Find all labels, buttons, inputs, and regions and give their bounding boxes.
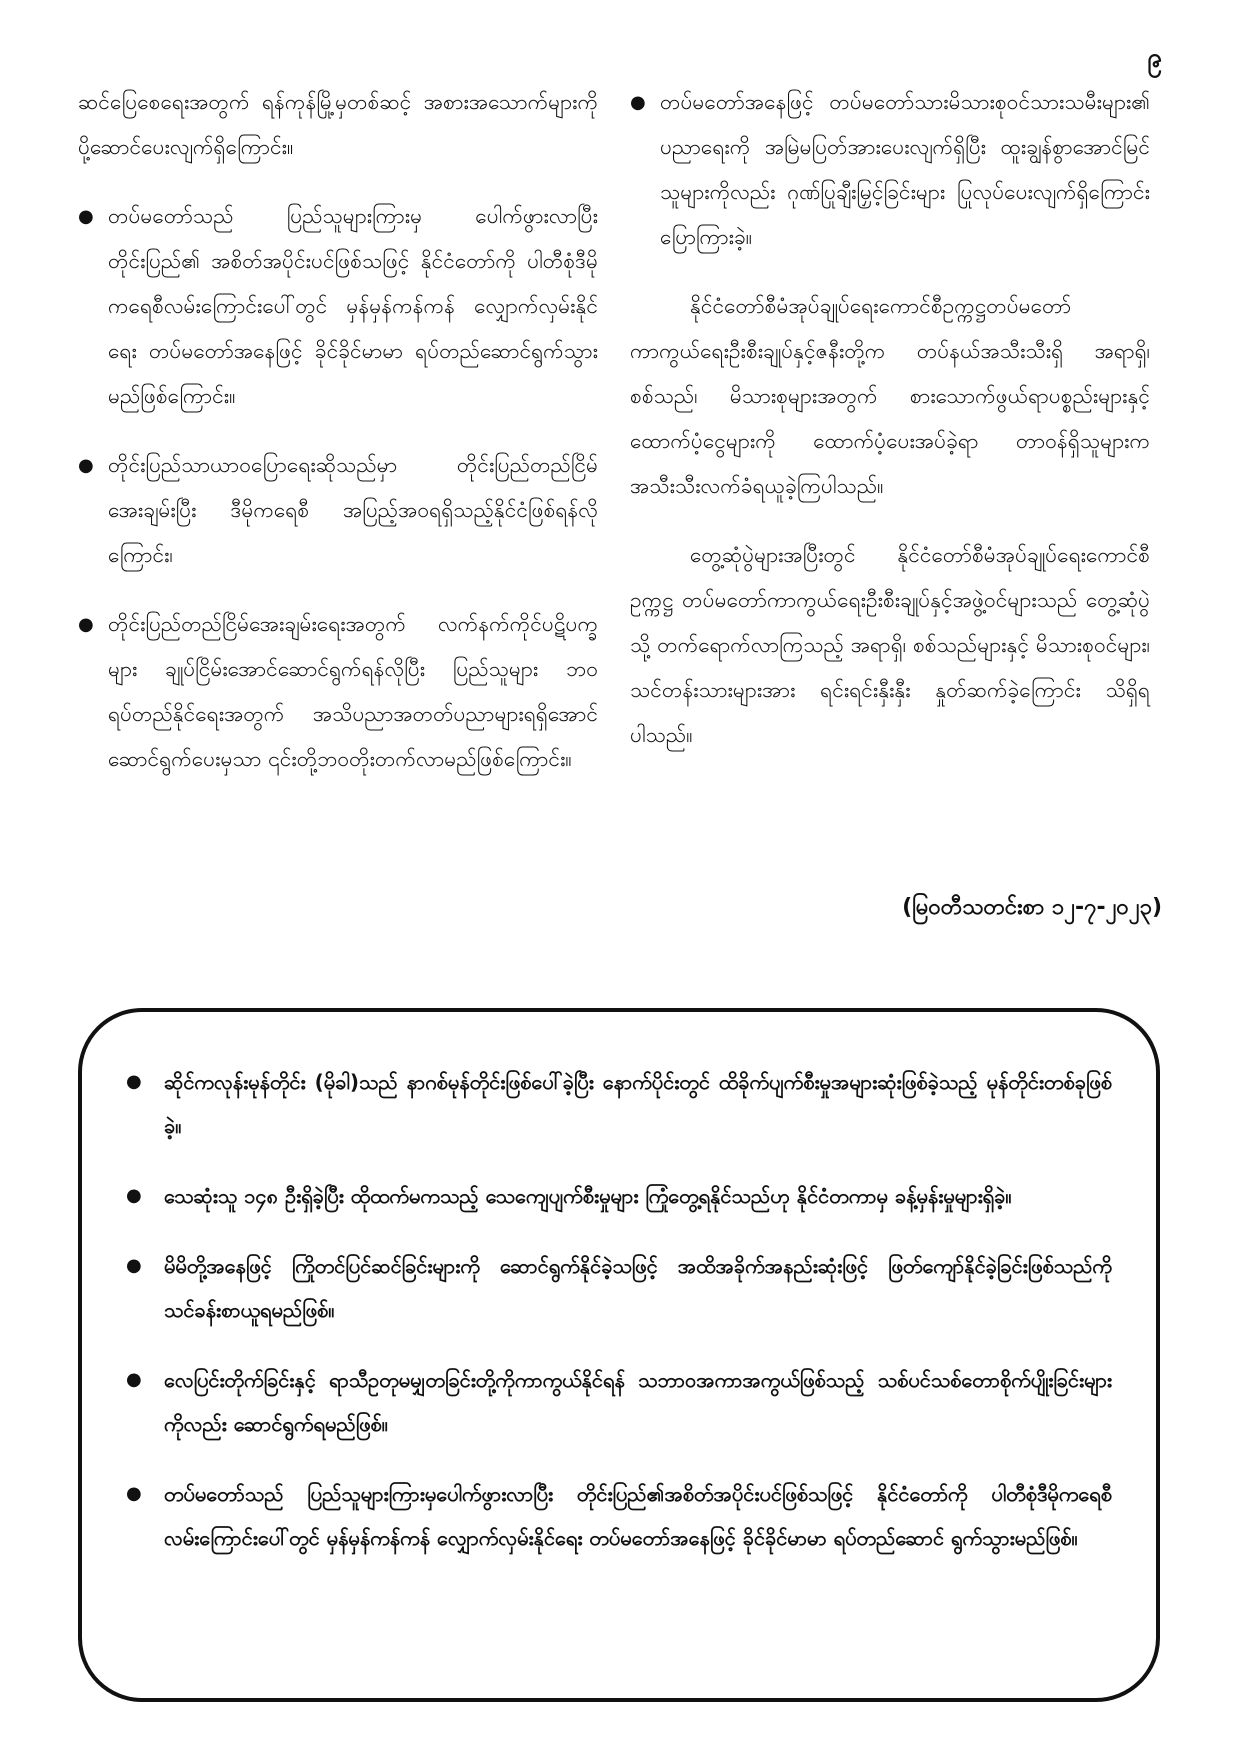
list-item (78, 194, 598, 419)
summary-item-text: လေပြင်းတိုက်ခြင်းနှင့် ရာသီဥတုမမျှတခြင်းတို့ကိုကာကွယ်နိုင်ရန် သဘာဝအကာအကွယ်ဖြစ်သည့် သစ်ပင်သစ်တောစိုက်ပျိုးခြင်းများကိုလည်း ဆောင်ရွက်ရမည်ဖြစ်။ (164, 1368, 1112, 1436)
page-number: ၉ (1147, 43, 1162, 73)
summary-item-text: တပ်မတော်သည် ပြည်သူများကြားမှပေါက်ဖွားလာပြီး တိုင်းပြည်၏အစိတ်အပိုင်းပင်ဖြစ်သဖြင့် နိုင်ငံတော်ကို ပါတီစုံဒီမိုကရေစီလမ်းကြောင်းပေါ်တွင် မှန်မှန်ကန်ကန် လျှောက်လှမ်းနိုင်ရေး တပ်မတော်အနေဖြင့် ခိုင်ခိုင်မာမာ ရပ်တည်ဆောင် ရွက်သွားမည်ဖြစ်။ (164, 1482, 1112, 1550)
bullet-icon: ● (630, 92, 646, 113)
body-paragraph: တွေ့ဆုံပွဲများအပြီးတွင် နိုင်ငံတော်စီမံအုပ်ချုပ်ရေးကောင်စီဥက္ကဋ္ဌ တပ်မတော်ကာကွယ်ရေးဦးစီးချုပ်နှင့်အဖွဲ့ဝင်များသည် တွေ့ဆုံပွဲသို့ တက်ရောက်လာကြသည့် အရာရှိ၊ စစ်သည်များနှင့် မိသားစုဝင်များ၊ သင်တန်းသားများအား ရင်းရင်းနှီးနှီး နှုတ်ဆက်ခဲ့ကြောင်း သိရှိရပါသည်။ (630, 543, 1150, 747)
list-item-text: တပ်မတော်သည် ပြည်သူများကြားမှ ပေါက်ဖွားလာပြီး တိုင်းပြည်၏ အစိတ်အပိုင်းပင်ဖြစ်သဖြင့် နိုင်ငံတော်ကို ပါတီစုံဒီမိုကရေစီလမ်းကြောင်းပေါ်တွင် မှန်မှန်ကန်ကန် လျှောက်လှမ်းနိုင်ရေး တပ်မတော်အနေဖြင့် ခိုင်ခိုင်မာမာ ရပ်တည်ဆောင်ရွက်သွားမည်ဖြစ်ကြောင်း။ (108, 204, 598, 408)
list-item-text: တိုင်းပြည်သာယာဝပြောရေးဆိုသည်မှာ တိုင်းပြည်တည်ငြိမ်အေးချမ်းပြီး ဒီမိုကရေစီ အပြည့်အဝရရှိသည့်နိုင်ငံဖြစ်ရန်လိုကြောင်း၊ (108, 453, 598, 567)
left-column (78, 80, 598, 806)
continued-paragraph: ဆင်ပြေစေရေးအတွက် ရန်ကုန်မြို့မှတစ်ဆင့် အစားအသောက်များကို ပို့ဆောင်ပေးလျက်ရှိကြောင်း။ (78, 90, 598, 159)
body-paragraph: နိုင်ငံတော်စီမံအုပ်ချုပ်ရေးကောင်စီဥက္ကဋ္ဌတပ်မတော်ကာကွယ်ရေးဦးစီးချုပ်နှင့်ဇနီးတို့က တပ်နယ်အသီးသီးရှိ အရာရှိ၊ စစ်သည်၊ မိသားစုများအတွက် စားသောက်ဖွယ်ရာပစ္စည်းများနှင့် ထောက်ပံ့ငွေများကို ထောက်ပံ့ပေးအပ်ခဲ့ရာ တာဝန်ရှိသူများက အသီးသီးလက်ခံရယူခဲ့ကြပါသည်။ (630, 294, 1150, 498)
list-item (630, 80, 1150, 260)
bullet-icon: ● (78, 614, 94, 635)
list-item-text: တိုင်းပြည်တည်ငြိမ်အေးချမ်းရေးအတွက် လက်နက်ကိုင်ပဋိပက္ခများ ချုပ်ငြိမ်းအောင်ဆောင်ရွက်ရန်လိုပြီး ပြည်သူများ ဘဝရပ်တည်နိုင်ရေးအတွက် အသိပညာအတတ်ပညာများရရှိအောင် ဆောင်ရွက်ပေးမှသာ ၎င်းတို့ဘဝတိုးတက်လာမည်ဖြစ်ကြောင်း။ (108, 612, 598, 771)
list-item (78, 443, 598, 578)
bullet-icon: ● (126, 1255, 142, 1276)
list-item (78, 602, 598, 782)
summary-list-item (126, 1060, 1112, 1148)
bullet-icon: ● (126, 1071, 142, 1092)
right-column (630, 80, 1150, 782)
bullet-icon: ● (78, 206, 94, 227)
summary-item-text: သေဆုံးသူ ၁၄၈ ဦးရှိခဲ့ပြီး ထိုထက်မကသည့် သေကျေပျက်စီးမှုများ ကြုံတွေ့ရနိုင်သည်ဟု နိုင်ငံတကာမှ ခန့်မှန်းမှုများရှိခဲ့။ (164, 1184, 1012, 1208)
summary-item-text: မိမိတို့အနေဖြင့် ကြိုတင်ပြင်ဆင်ခြင်းများကို ဆောင်ရွက်နိုင်ခဲ့သဖြင့် အထိအခိုက်အနည်းဆုံးဖြင့် ဖြတ်ကျော်နိုင်ခဲ့ခြင်းဖြစ်သည်ကို သင်ခန်းစာယူရမည်ဖြစ်။ (164, 1254, 1112, 1322)
bullet-icon: ● (126, 1483, 142, 1504)
summary-box (78, 1008, 1160, 1702)
bullet-icon: ● (126, 1369, 142, 1390)
source-citation: (မြဝတီသတင်းစာ ၁၂-၇-၂၀၂၃) (902, 895, 1162, 920)
summary-item-text: ဆိုင်ကလုန်းမုန်တိုင်း (မိုခါ)သည် နာဂစ်မုန်တိုင်းဖြစ်ပေါ်ခဲ့ပြီး နောက်ပိုင်းတွင် ထိခိုက်ပျက်စီးမှုအများဆုံးဖြစ်ခဲ့သည့် မုန်တိုင်းတစ်ခုဖြစ်ခဲ့။ (164, 1070, 1112, 1138)
bullet-icon: ● (78, 455, 94, 476)
summary-list-item (126, 1358, 1112, 1446)
summary-list-item (126, 1244, 1112, 1332)
summary-list-item (126, 1472, 1112, 1560)
bullet-icon: ● (126, 1185, 142, 1206)
summary-list-item (126, 1174, 1112, 1218)
list-item-text: တပ်မတော်အနေဖြင့် တပ်မတော်သားမိသားစုဝင်သားသမီးများ၏ ပညာရေးကို အမြဲမပြတ်အားပေးလျက်ရှိပြီး ထူးချွန်စွာအောင်မြင်သူများကိုလည်း ဂုဏ်ပြုချီးမြှင့်ခြင်းများ ပြုလုပ်ပေးလျက်ရှိကြောင်း ပြောကြားခဲ့။ (660, 90, 1150, 249)
